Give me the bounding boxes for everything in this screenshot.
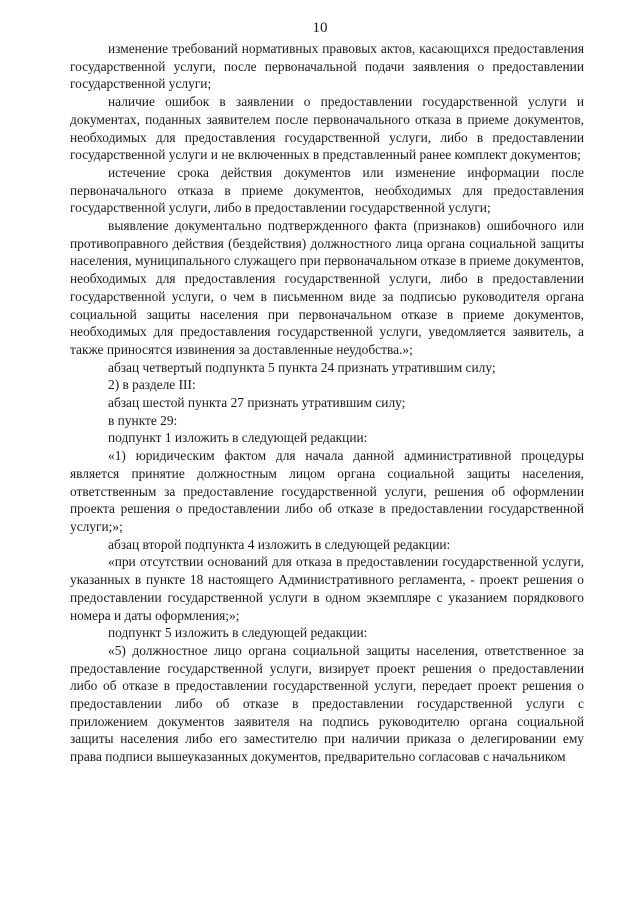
paragraph: изменение требований нормативных правовых актов, касающихся предоставления государственной услуги, после первоначальной подачи заявления о предоставлении государственной услуги; bbox=[70, 41, 584, 92]
paragraph: подпункт 5 изложить в следующей редакции: bbox=[108, 625, 368, 641]
page-number: 10 bbox=[312, 20, 328, 36]
paragraph: подпункт 1 изложить в следующей редакции: bbox=[108, 430, 368, 446]
paragraph: истечение срока действия документов или изменение информации после первоначального отказа в приеме документов, необходимых для предоставления государственной услуги, либо в предоставлении государственной услуги; bbox=[70, 164, 584, 216]
paragraph: «5) должностное лицо органа социальной защиты населения, ответственное за предоставление государственной услуги, визирует проект решения о предоставлении либо об отказе в предоставлении государственной услуги, передает проект решения о предоставлении либо об отказе в предоставлении государственной услуги с приложением документов заявителя на подпись руководителю органа социальной защиты населения либо его заместителю при наличии приказа о делегировании ему права подписи вышеуказанных документов, предварительно согласовав с начальником bbox=[70, 642, 584, 765]
paragraph: «1) юридическим фактом для начала данной административной процедуры является принятие должностным лицом органа социальной защиты населения, ответственным за предоставление государственной услуги, решения об оформлении проекта решения о предоставлении либо об отказе в предоставлении государственной услуги;»; bbox=[70, 448, 584, 534]
paragraph: абзац четвертый подпункта 5 пункта 24 признать утратившим силу; bbox=[108, 359, 496, 375]
document-body bbox=[70, 40, 584, 766]
paragraph: 2) в разделе III: bbox=[108, 377, 196, 393]
paragraph: абзац шестой пункта 27 признать утратившим силу; bbox=[108, 395, 406, 411]
paragraph: в пункте 29: bbox=[108, 412, 178, 428]
paragraph: выявление документально подтвержденного факта (признаков) ошибочного или противоправного действия (бездействия) должностного лица органа социальной защиты населения, муниципального служащего при первоначальном отказе в приеме документов, необходимых для предоставления государственной услуги, либо в предоставлении государственной услуги, о чем в письменном виде за подписью руководителя органа социальной защиты населения при первоначальном отказе в приеме документов, необходимых для предоставления государственной услуги, уведомляется заявитель, а также приносятся извинения за доставленные неудобства.»; bbox=[70, 218, 584, 357]
paragraph: абзац второй подпункта 4 изложить в следующей редакции: bbox=[108, 536, 451, 552]
paragraph: «при отсутствии оснований для отказа в предоставлении государственной услуги, указанных в пункте 18 настоящего Административного регламента, - проект решения о предоставлении государственной услуги в одном экземпляре с указанием порядкового номера и даты оформления;»; bbox=[70, 554, 584, 623]
paragraph: наличие ошибок в заявлении о предоставлении государственной услуги и документах, поданных заявителем после первоначального отказа в приеме документов, необходимых для предоставления государственной услуги, либо в предоставлении государственной услуги и не включенных в представленный ранее комплект документов; bbox=[70, 94, 584, 163]
